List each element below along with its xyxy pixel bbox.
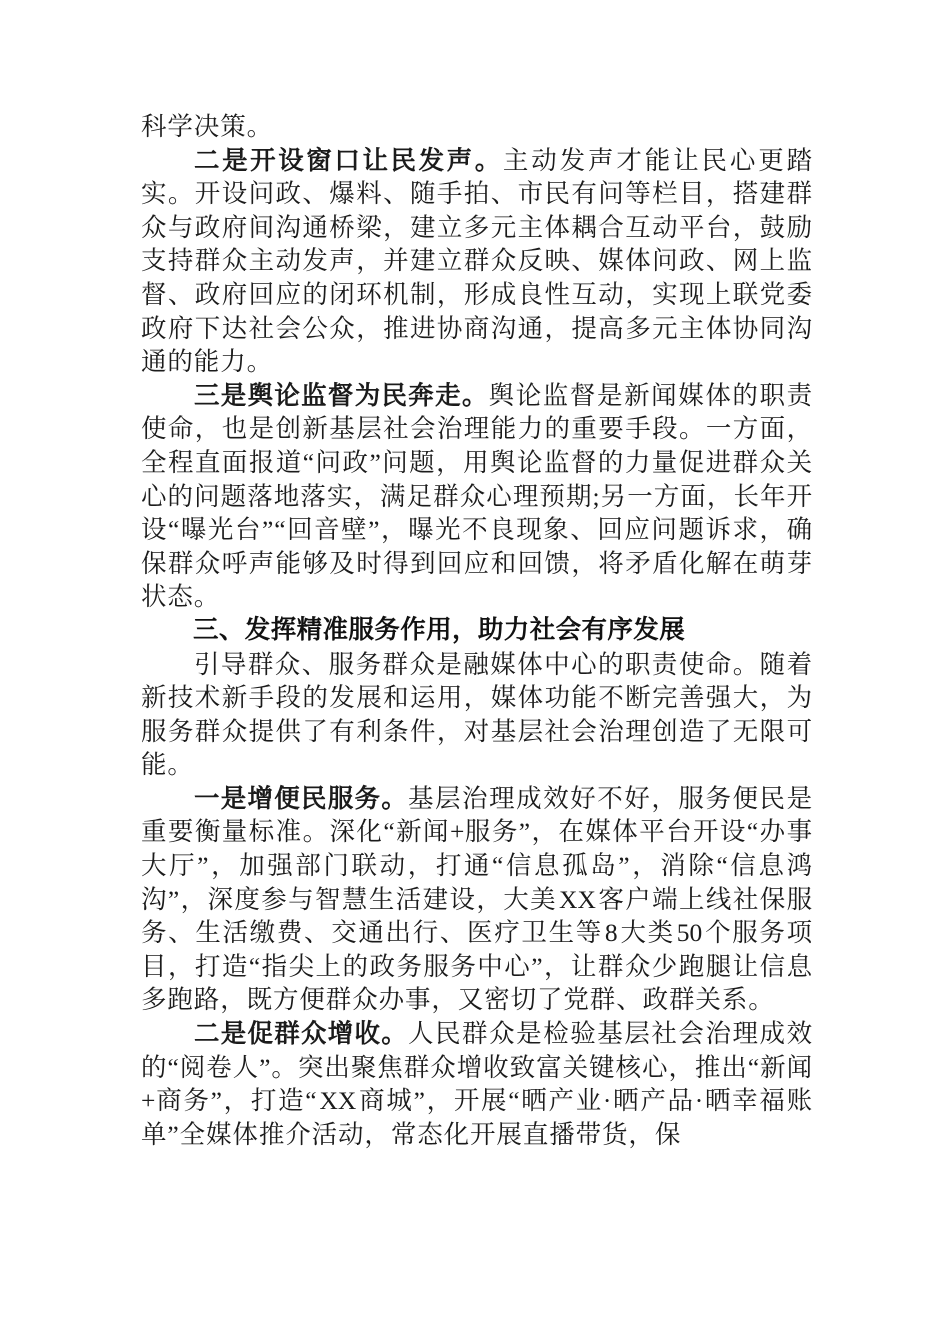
text-run-latin: XX — [559, 884, 596, 914]
text-run-cjk: 大类 — [619, 918, 675, 948]
paragraph-section-three-intro — [141, 648, 813, 782]
paragraph-text — [141, 784, 813, 1015]
paragraph-san-shi-yu-lun-jian-du — [141, 379, 813, 614]
text-run-cjk: 服务”，在媒体平台开设“办事大厅”，加强部门联动，打通“信息孤岛”，消除“信息鸿沟”，深度参与智慧生活建设，大美 — [141, 817, 813, 914]
document-text-column — [141, 110, 813, 1151]
paragraph-er-shi-kai-she-chuang-kou — [141, 144, 813, 379]
paragraph-text: 引导群众、服务群众是融媒体中心的职责使命。随着新技术新手段的发展和运用，媒体功能不断完善强大，为服务群众提供了有利条件，对基层社会治理创造了无限可能。 — [141, 649, 813, 780]
paragraph-lead-in: 二是促群众增收。 — [194, 1019, 408, 1049]
paragraph-yi-shi-zeng-bian-min-fu-wu — [141, 782, 813, 1017]
section-heading-three: 三、发挥精准服务作用，助力社会有序发展 — [193, 615, 686, 644]
paragraph-text: 舆论监督是新闻媒体的职责使命，也是创新基层社会治理能力的重要手段。一方面，全程直面报道“问政”问题，用舆论监督的力量促进群众关心的问题落地落实，满足群众心理预期;另一方面，长年开设“曝光台”“回音壁”，曝光不良现象、回应问题诉求，确保群众呼声能够及时得到回应和回馈，将矛盾化解在萌芽状态。 — [141, 380, 813, 612]
text-run-cjk: 商城”，开展“晒产业·晒产品·晒幸福账单”全媒体推介活动，常态化开展直播带货，保 — [141, 1086, 813, 1149]
text-run-cjk: 商务”，打造“ — [155, 1086, 318, 1116]
paragraph-lead-in: 二是开设窗口让民发声。 — [194, 145, 503, 175]
text-run-latin: 50 — [676, 918, 703, 948]
text-run-latin: XX — [319, 1086, 357, 1116]
paragraph-lead-in: 一是增便民服务。 — [194, 783, 408, 813]
text-run-cjk: 客户端上线社保服务、生活缴费、交通出行、医疗卫生等 — [141, 884, 813, 948]
text-run-cjk: 基层治理成效好不好，服务便民是重要衡量标准。深化“新闻 — [141, 783, 813, 847]
paragraph-text: 主动发声才能让民心更踏实。开设问政、爆料、随手拍、市民有问等栏目，搭建群众与政府间沟通桥梁，建立多元主体耦合互动平台，鼓励支持群众主动发声，并建立群众反映、媒体问政、网上监督、政府回应的闭环机制，形成良性互动，实现上联党委政府下达社会公众，推进协商沟通，提高多元主体协同沟通的能力。 — [141, 145, 813, 377]
text-run-cjk: 个服务项目，打造“指尖上的政务服务中心”，让群众少跑腿让信息多跑路，既方便群众办事，又密切了党群、政群关系。 — [141, 918, 813, 1015]
paragraph-er-shi-cu-qun-zhong-zeng-shou — [141, 1017, 813, 1151]
text-run-latin: + — [141, 1086, 156, 1116]
paragraph-lead-in: 三是舆论监督为民奔走。 — [194, 380, 489, 410]
paragraph-continued: 科学决策。 — [141, 112, 274, 141]
text-run-cjk: 人民群众是检验基层社会治理成效的“阅卷人”。突出聚焦群众增收致富关键核心，推出“新闻 — [141, 1019, 813, 1082]
text-run-latin: + — [449, 817, 465, 847]
text-run-latin: 8 — [604, 918, 618, 948]
